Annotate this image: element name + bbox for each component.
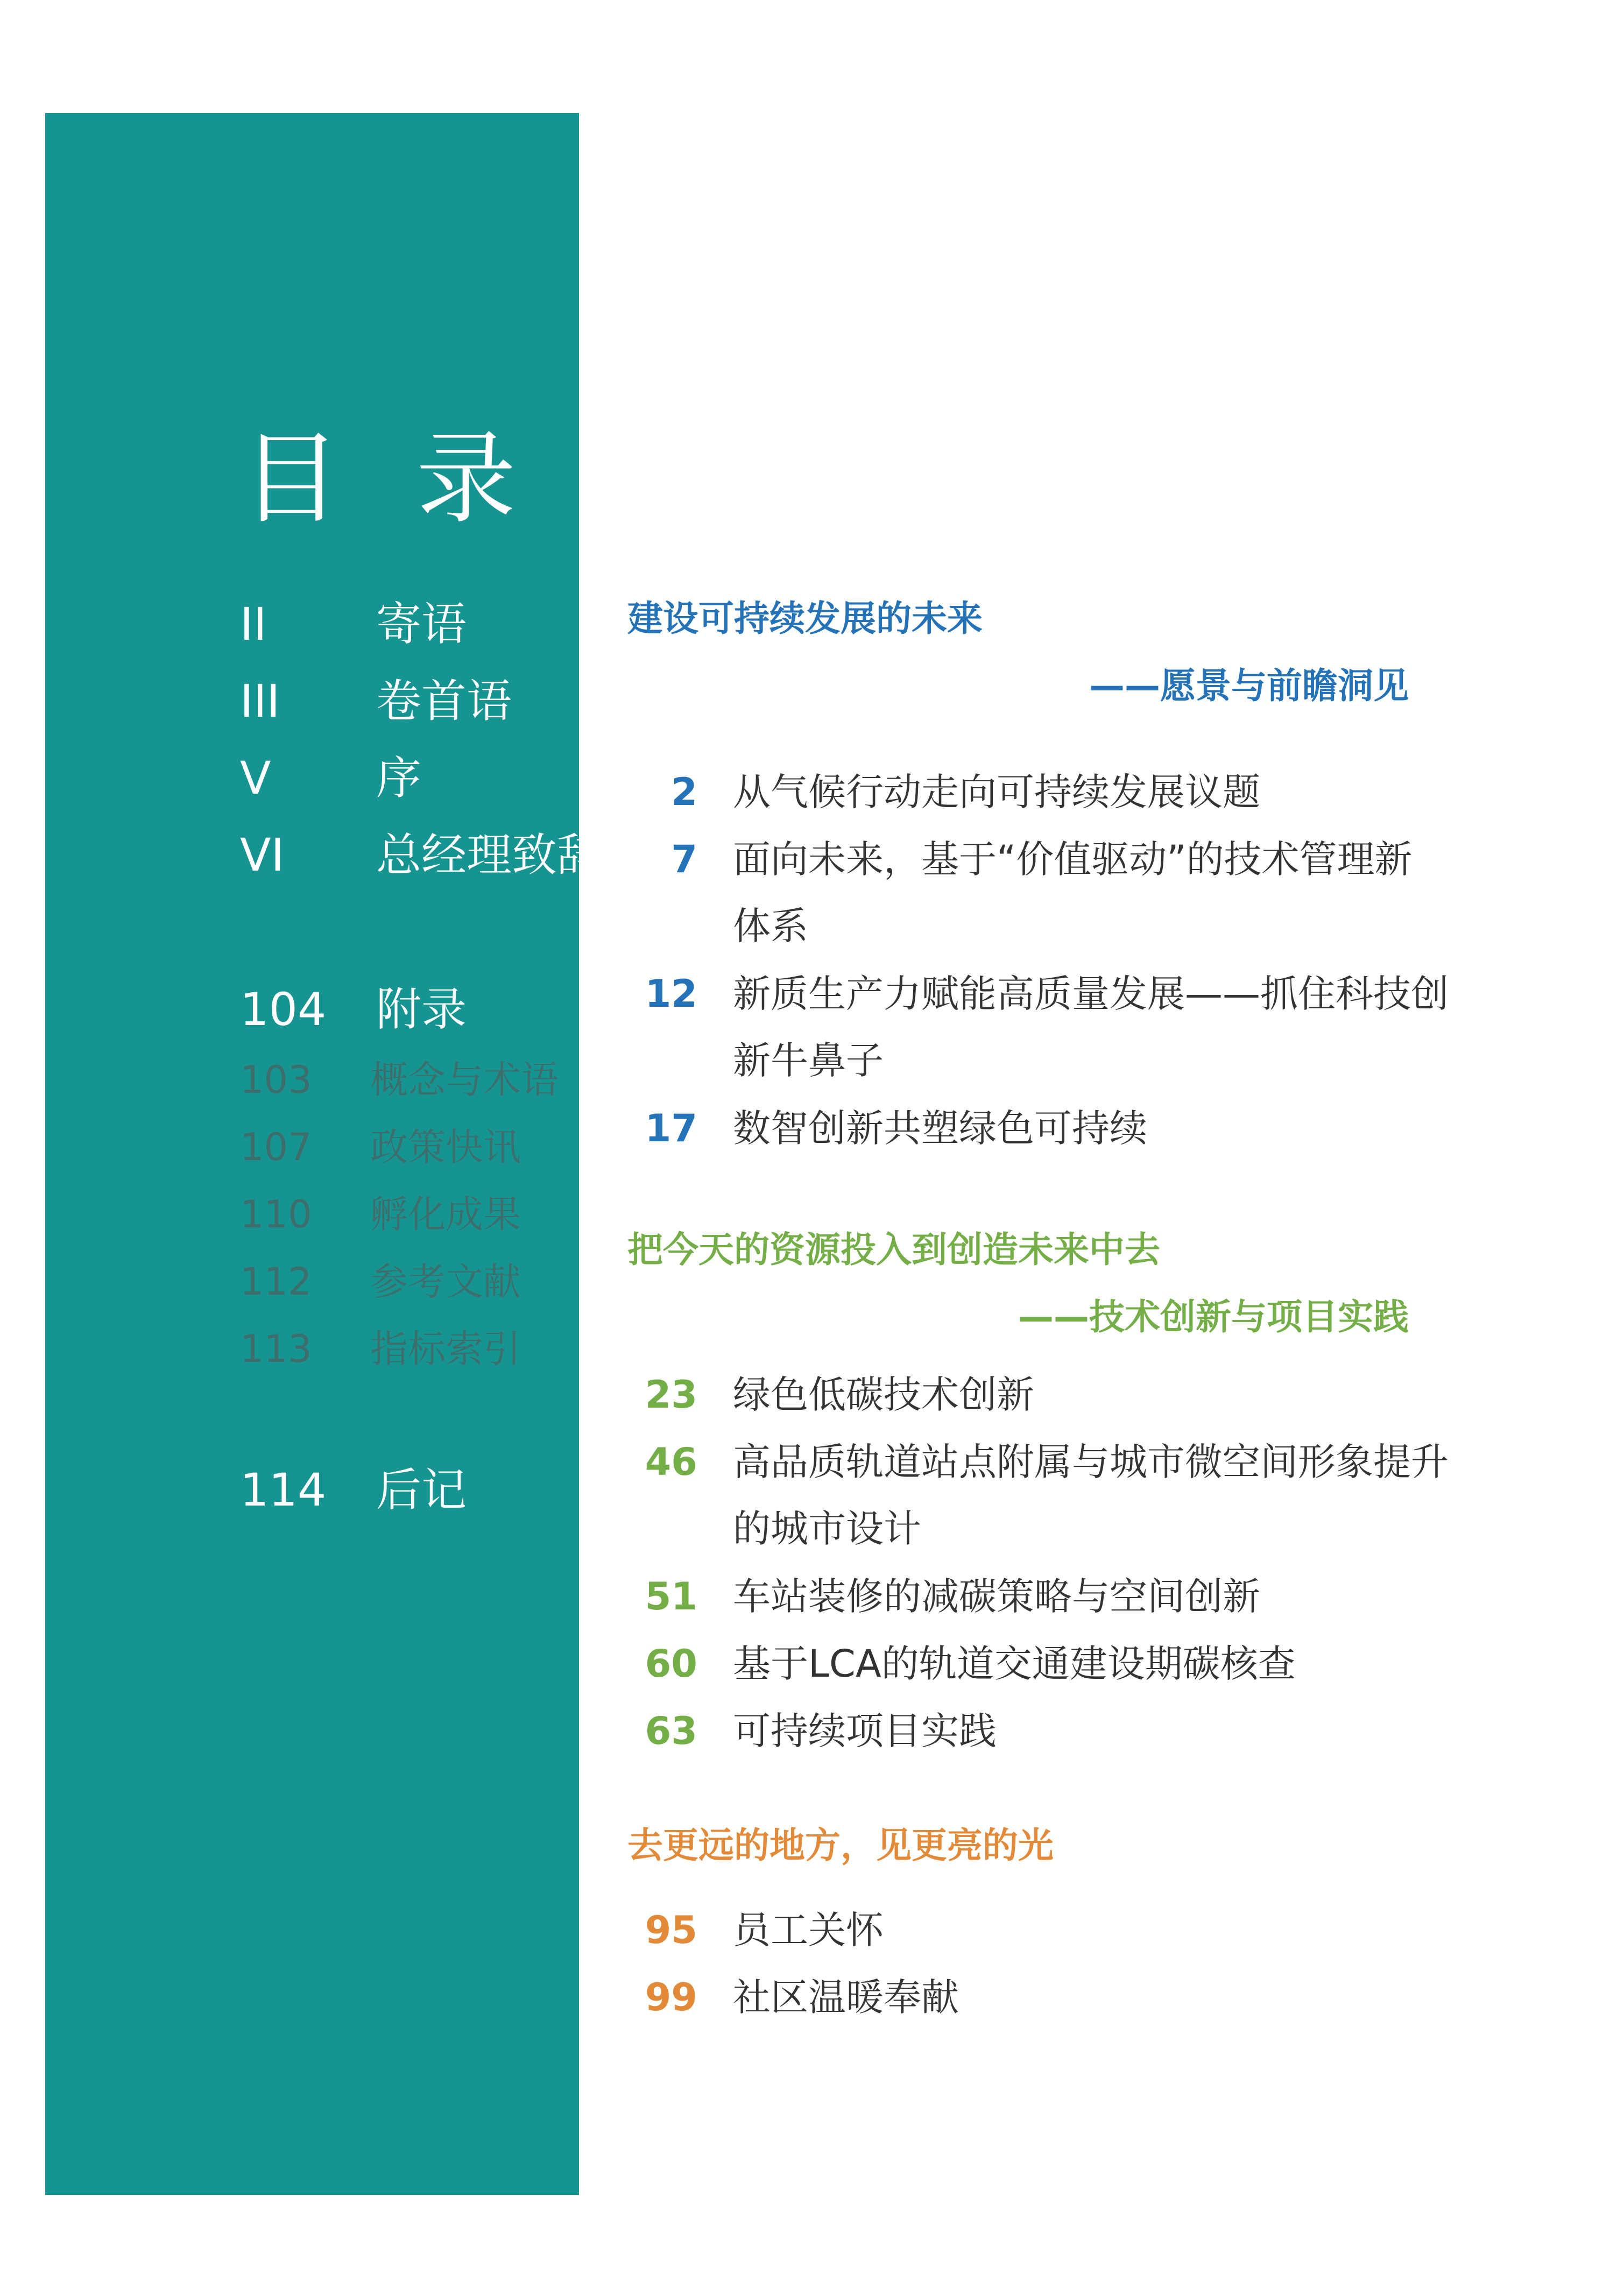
toc-title: 目 录 (241, 420, 538, 537)
page-number: 103 (240, 1058, 312, 1102)
entry-title: 概念与术语 (370, 1058, 559, 1102)
entry-title: 基于LCA的轨道交通建设期碳核查 (733, 1642, 1296, 1686)
page-number: 112 (240, 1260, 312, 1304)
section-subheading: ——愿景与前瞻洞见 (1089, 665, 1409, 707)
entry-title: 附录 (376, 983, 467, 1036)
page-number: 113 (240, 1327, 312, 1371)
entry-title: 寄语 (376, 598, 467, 651)
entry-title: 员工关怀 (733, 1908, 884, 1952)
page-number: V (240, 752, 271, 804)
entry-title: 高品质轨道站点附属与城市微空间形象提升的城市设计 (733, 1440, 1449, 1551)
entry-title: 从气候行动走向可持续发展议题 (733, 770, 1260, 814)
section-heading: 把今天的资源投入到创造未来中去 (627, 1229, 1160, 1270)
entry-title: 总经理致辞 (376, 829, 603, 881)
section-heading: 建设可持续发展的未来 (627, 598, 983, 639)
page-number: 63 (645, 1709, 697, 1753)
toc-entry[interactable] (627, 826, 1451, 959)
entry-title: 数智创新共塑绿色可持续 (733, 1106, 1147, 1150)
toc-entry[interactable] (627, 1429, 1451, 1562)
entry-title: 政策快讯 (370, 1125, 521, 1169)
page-number: 51 (645, 1574, 697, 1619)
page-number: 107 (240, 1125, 312, 1169)
entry-title: 孵化成果 (370, 1192, 521, 1237)
page-number: 104 (240, 983, 327, 1036)
entry-title: 可持续项目实践 (733, 1709, 997, 1753)
page-number: 95 (645, 1908, 697, 1952)
toc-entry[interactable] (627, 1698, 1451, 1764)
toc-entry[interactable] (627, 759, 1451, 825)
page-number: 114 (240, 1464, 327, 1516)
page-number: 46 (645, 1440, 697, 1484)
page-number: III (240, 675, 280, 727)
entry-title: 社区温暖奉献 (733, 1975, 959, 2019)
section-heading: 去更远的地方，见更亮的光 (627, 1825, 1054, 1866)
entry-title: 参考文献 (370, 1260, 521, 1304)
toc-entry[interactable] (627, 1630, 1451, 1697)
entry-title: 后记 (376, 1464, 467, 1516)
entry-title: 新质生产力赋能高质量发展——抓住科技创新牛鼻子 (733, 972, 1449, 1083)
page-number: II (240, 598, 267, 651)
entry-title: 序 (376, 752, 422, 804)
page-number: VI (240, 829, 285, 881)
page-number: 12 (645, 972, 697, 1016)
page-number: 2 (671, 770, 697, 814)
toc-entry[interactable] (627, 1563, 1451, 1630)
entry-title: 车站装修的减碳策略与空间创新 (733, 1574, 1260, 1619)
toc-sidebar (45, 113, 603, 2195)
entry-title: 面向未来，基于“价值驱动”的技术管理新体系 (733, 837, 1413, 948)
toc-entry[interactable] (627, 1897, 1451, 1963)
entry-title: 绿色低碳技术创新 (733, 1373, 1034, 1417)
toc-entry[interactable] (627, 1361, 1451, 1428)
page-number: 60 (645, 1642, 697, 1686)
page-number: 7 (671, 837, 697, 881)
entry-title: 卷首语 (376, 675, 512, 727)
section-subheading: ——技术创新与项目实践 (1018, 1296, 1409, 1338)
entry-title: 指标索引 (370, 1327, 521, 1371)
page-number: 110 (240, 1192, 312, 1237)
page-number: 23 (645, 1373, 697, 1417)
toc-entry[interactable] (627, 960, 1451, 1094)
toc-entry[interactable] (627, 1964, 1451, 2031)
page-number: 17 (645, 1106, 697, 1150)
toc-entry[interactable] (627, 1095, 1451, 1162)
page-number: 99 (645, 1975, 697, 2019)
